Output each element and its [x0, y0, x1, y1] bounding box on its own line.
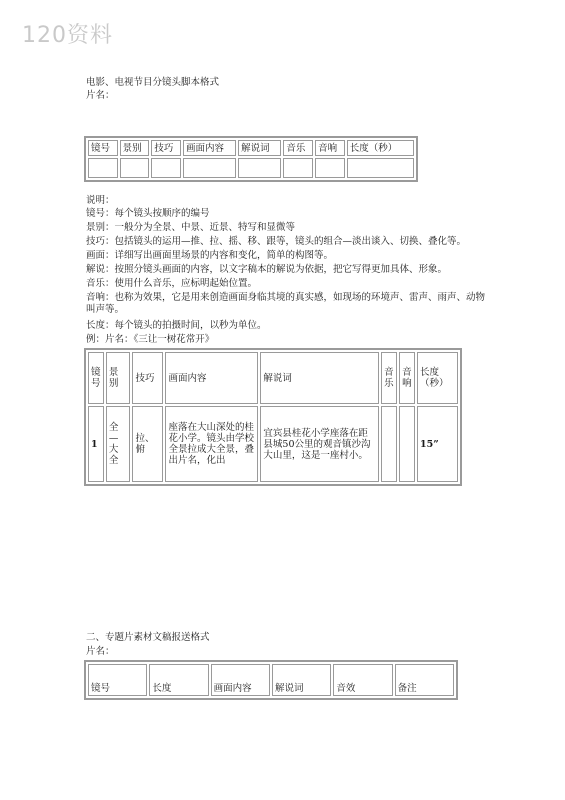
- note-narration: 解说：按照分镜头画面的内容，以文字稿本的解说为依据，把它写得更加具体、形象。: [86, 264, 448, 275]
- s2-header-remarks: 备注: [395, 664, 454, 696]
- ex-cell-length: 15”: [417, 406, 458, 482]
- notes-title: 说明：: [86, 195, 115, 206]
- note-technique: 技巧：包括镜头的运用—推、拉、摇、移、跟等，镜头的组合—淡出谈入、切换、叠化等。: [86, 236, 467, 247]
- header-music: 音乐: [283, 140, 313, 156]
- ex-cell-shot: 1: [88, 406, 104, 482]
- empty-cell: [151, 158, 181, 178]
- section1-title: 电影、电视节目分镜头脚本格式: [86, 77, 220, 88]
- ex-header-shot: 镜号: [88, 352, 104, 404]
- section2-film-label: 片名：: [86, 646, 115, 657]
- header-shot: 镜号: [88, 140, 118, 156]
- ex-header-music: 音乐: [381, 352, 397, 404]
- ex-cell-content: 座落在大山深处的桂花小学。镜头由学校全景拉成大全景，叠出片名，化出: [165, 406, 258, 482]
- ex-header-technique: 技巧: [132, 352, 163, 404]
- submission-format-table: [84, 660, 458, 700]
- note-sound: 音响：也称为效果，它是用来创造画面身临其境的真实感，如现场的环境声、雷声、雨声、动物叫声等。: [86, 292, 486, 315]
- s2-header-narration: 解说词: [272, 664, 331, 696]
- s2-header-effects: 音效: [333, 664, 392, 696]
- ex-cell-technique: 拉、俯: [132, 406, 163, 482]
- storyboard-template-table: [84, 136, 418, 182]
- header-sound: 音响: [315, 140, 345, 156]
- header-content: 画面内容: [183, 140, 236, 156]
- ex-header-length: 长度（秒）: [417, 352, 458, 404]
- ex-cell-narration: 宜宾县桂花小学座落在距县城50公里的观音镇沙沟大山里，这是一座村小。: [260, 406, 379, 482]
- ex-header-narration: 解说词: [260, 352, 379, 404]
- example-storyboard-table: [84, 348, 462, 486]
- section2-title: 二、专题片素材文稿报送格式: [86, 632, 210, 643]
- empty-cell: [283, 158, 313, 178]
- ex-cell-sound: [399, 406, 415, 482]
- ex-header-sound: 音响: [399, 352, 415, 404]
- header-narration: 解说词: [238, 140, 281, 156]
- example-label: 例：片名：《三让一树花常开》: [86, 334, 215, 345]
- empty-cell: [347, 158, 414, 178]
- ex-cell-music: [381, 406, 397, 482]
- note-music: 音乐：使用什么音乐，应标明起始位置。: [86, 278, 258, 289]
- ex-cell-scale: 全—大全: [106, 406, 131, 482]
- ex-header-scale: 景别: [106, 352, 131, 404]
- header-technique: 技巧: [151, 140, 181, 156]
- empty-cell: [88, 158, 118, 178]
- note-picture: 画面：详细写出画面里场景的内容和变化，简单的构图等。: [86, 250, 334, 261]
- note-scale: 景别：一般分为全景、中景、近景、特写和显微等: [86, 222, 296, 233]
- s2-header-content: 画面内容: [211, 664, 270, 696]
- empty-cell: [238, 158, 281, 178]
- header-scale: 景别: [120, 140, 150, 156]
- note-shot: 镜号：每个镜头按顺序的编号: [86, 208, 210, 219]
- header-length: 长度（秒）: [347, 140, 414, 156]
- ex-header-content: 画面内容: [165, 352, 258, 404]
- watermark-logo: 120资料: [22, 23, 113, 48]
- section1-film-label: 片名：: [86, 90, 115, 101]
- s2-header-shot: 镜号: [88, 664, 147, 696]
- note-length: 长度：每个镜头的拍摄时间，以秒为单位。: [86, 320, 267, 331]
- empty-cell: [183, 158, 236, 178]
- empty-cell: [315, 158, 345, 178]
- empty-cell: [120, 158, 150, 178]
- s2-header-length: 长度: [149, 664, 208, 696]
